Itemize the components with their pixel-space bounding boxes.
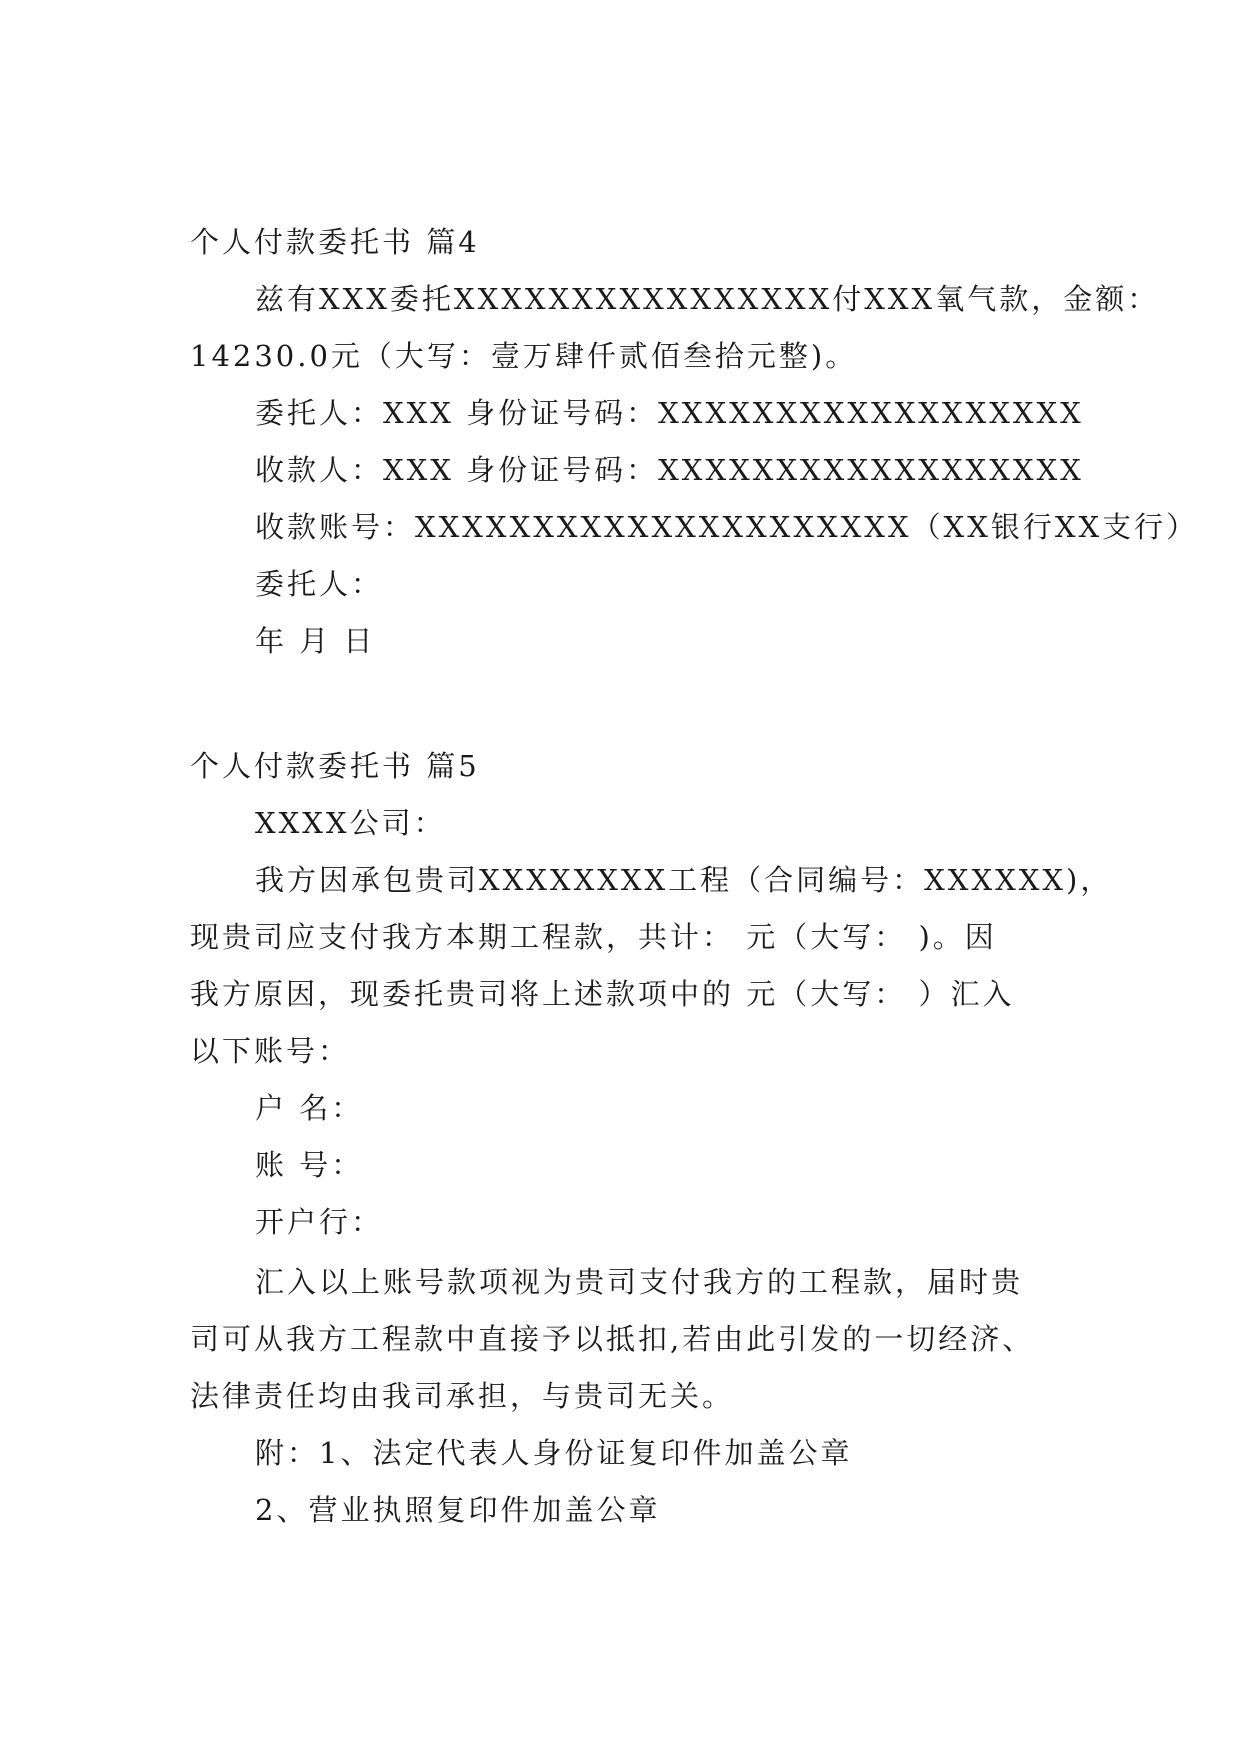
section4-payee-id: 收款人：XXX 身份证号码：XXXXXXXXXXXXXXXXXX [255,453,1084,487]
section5-salutation: XXXX公司： [255,806,446,840]
section5-attachment-2: 2、营业执照复印件加盖公章 [255,1493,661,1527]
section5-paragraph2-line-2: 司可从我方工程款中直接予以抵扣,若由此引发的一切经济、 [190,1322,1035,1356]
section5-paragraph2-line-1: 汇入以上账号款项视为贵司支付我方的工程款，届时贵 [255,1265,1024,1299]
section5-bank: 开户行： [255,1205,384,1239]
section4-date: 年 月 日 [255,624,376,658]
section5-attachment-1: 附：1、法定代表人身份证复印件加盖公章 [255,1436,853,1470]
section5-paragraph-line-3: 我方原因，现委托贵司将上述款项中的 元（大写： ）汇入 [190,977,1015,1011]
section4-signature: 委托人： [255,567,384,601]
section4-title: 个人付款委托书 篇4 [190,225,480,259]
section4-paragraph-line-1: 兹有XXX委托XXXXXXXXXXXXXXXX付XXX氧气款，金额： [255,282,1160,316]
section5-title: 个人付款委托书 篇5 [190,749,480,783]
section5-account-name: 户 名： [255,1091,364,1125]
section5-paragraph2-line-3: 法律责任均由我司承担，与贵司无关。 [190,1379,735,1413]
section5-paragraph-line-2: 现贵司应支付我方本期工程款，共计： 元（大写： )。因 [190,920,997,954]
section5-paragraph-line-1: 我方因承包贵司XXXXXXXX工程（合同编号：XXXXXX)， [255,863,1113,897]
section5-paragraph-line-4: 以下账号： [190,1034,351,1068]
section4-account: 收款账号：XXXXXXXXXXXXXXXXXXXXX（XX银行XX支行） [255,510,1199,544]
section5-account-number: 账 号： [255,1148,364,1182]
section4-paragraph-line-2: 14230.0元（大写：壹万肆仟贰佰叁拾元整)。 [190,339,858,373]
section4-entrustor-id: 委托人：XXX 身份证号码：XXXXXXXXXXXXXXXXXX [255,396,1084,430]
